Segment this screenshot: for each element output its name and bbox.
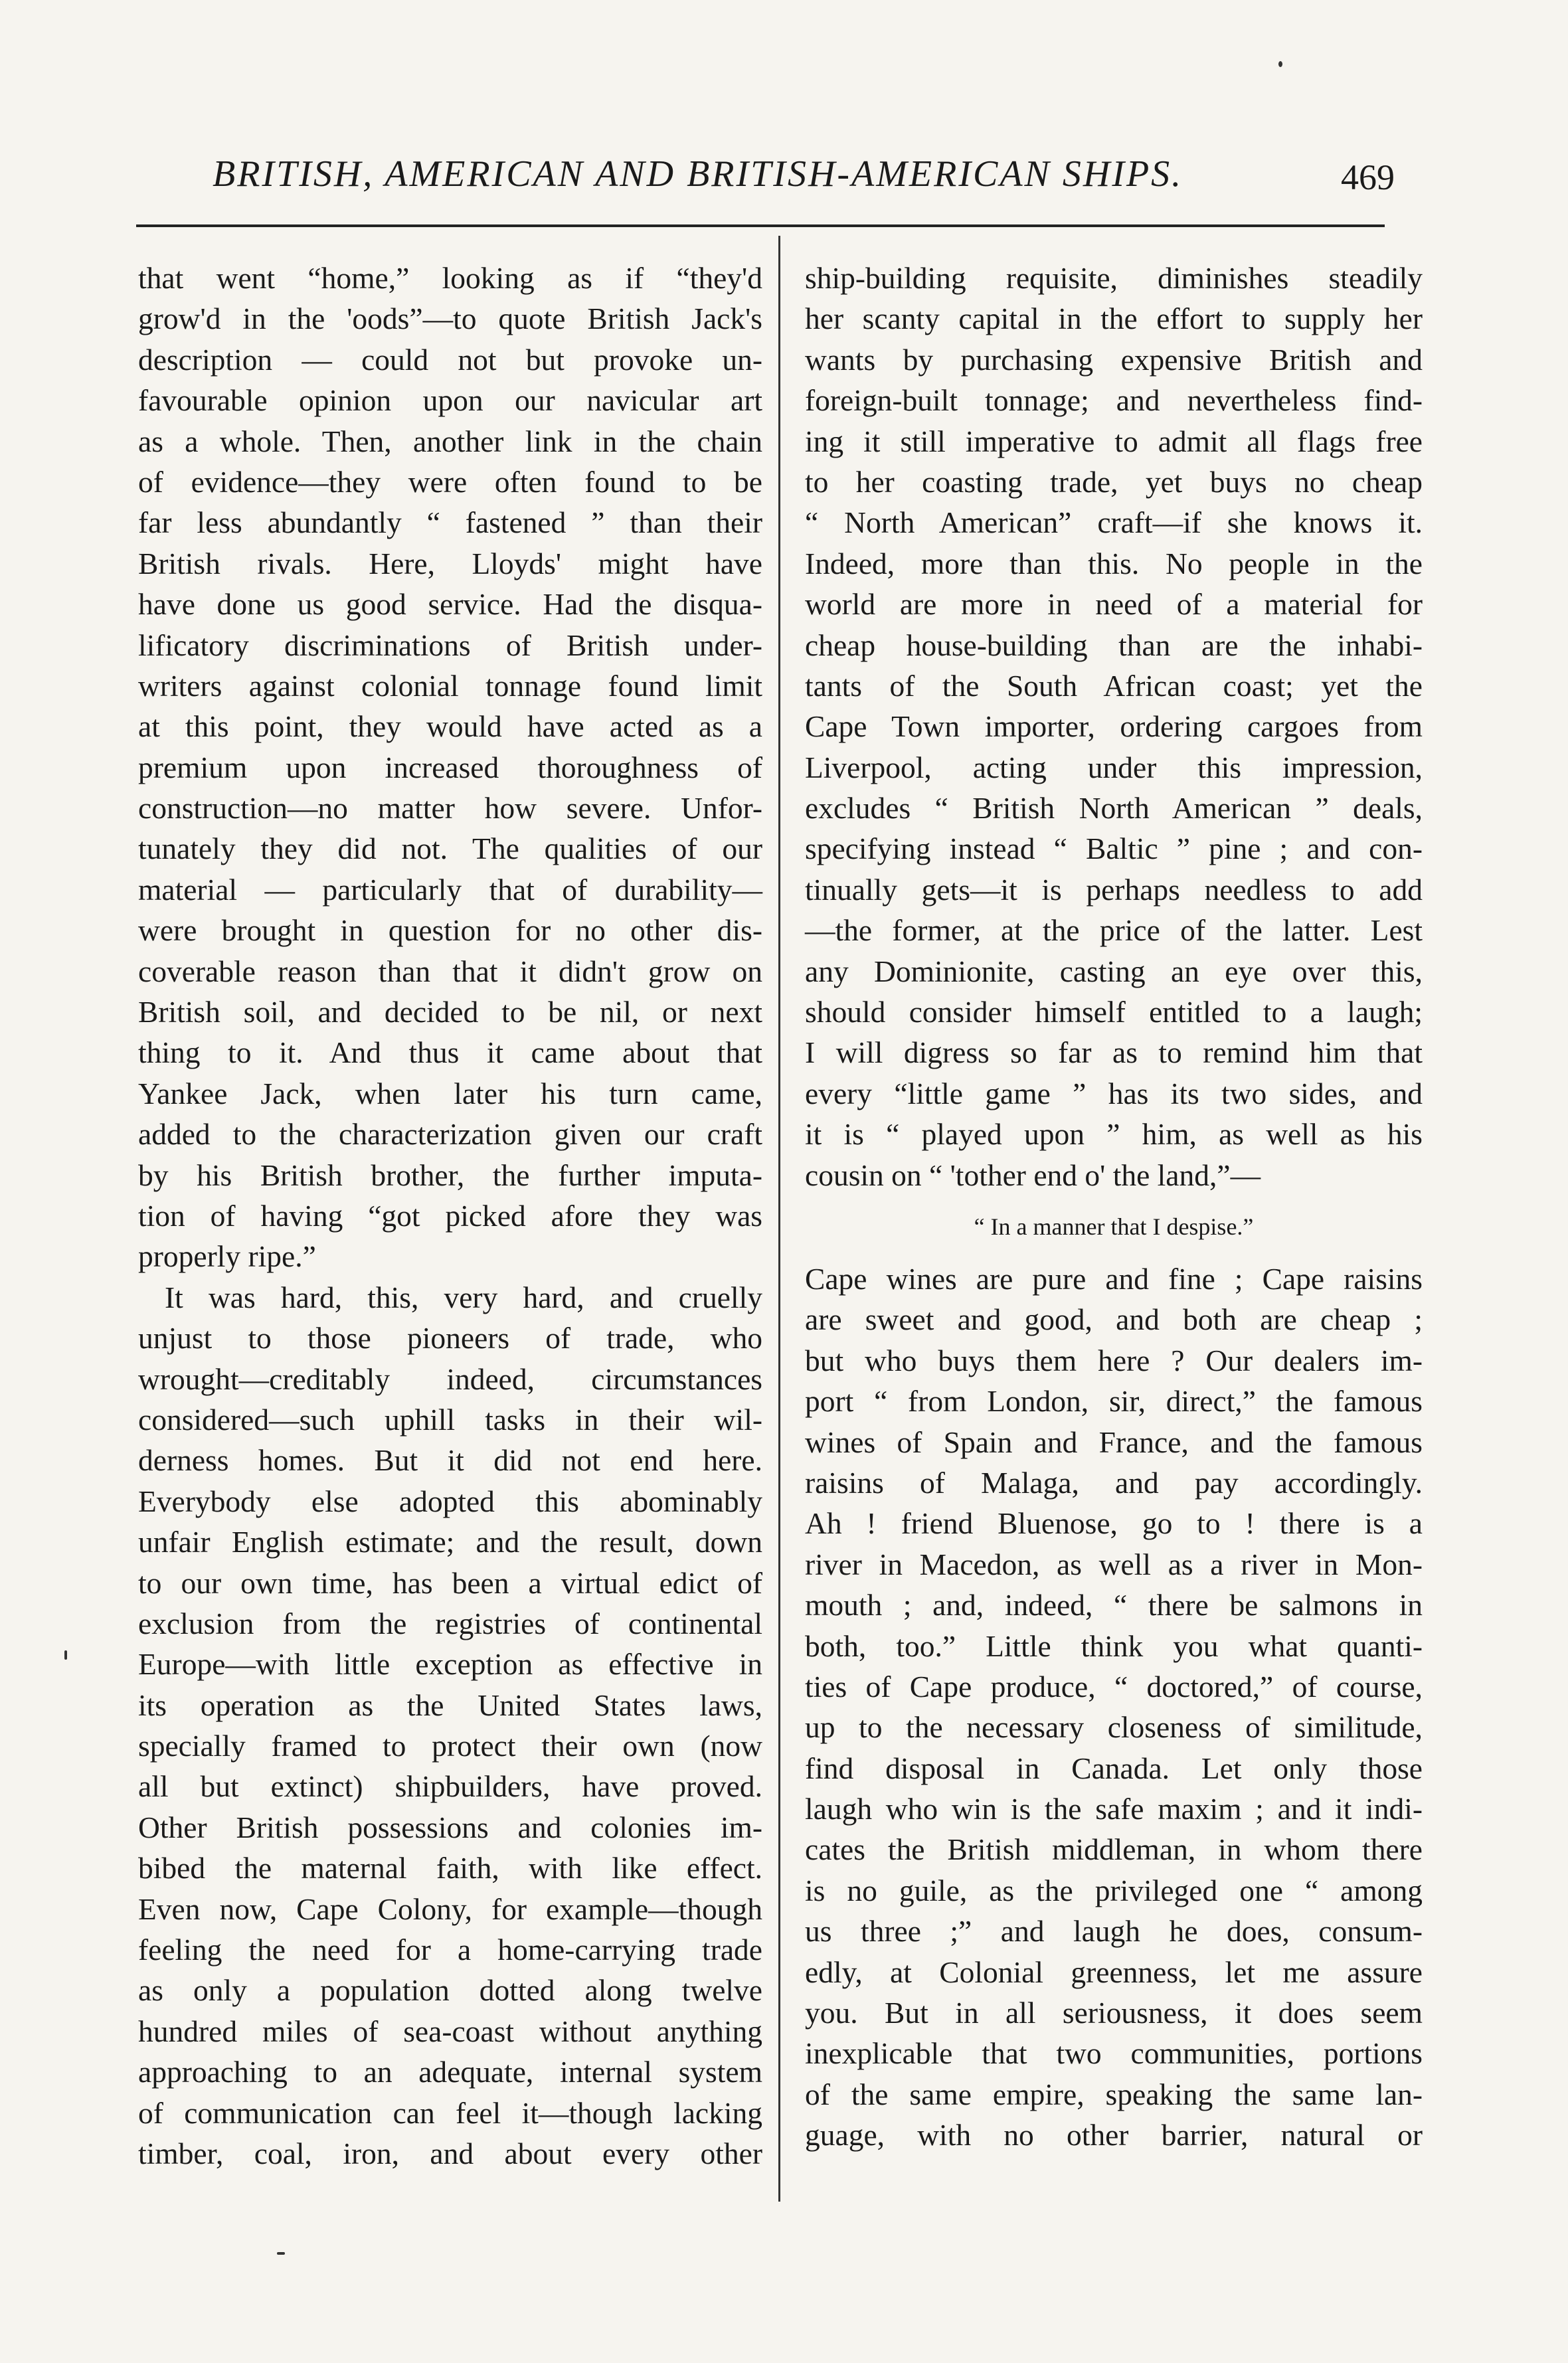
text-line: mouth ; and, indeed, “ there be salmons in [805, 1588, 1423, 1622]
text-line: derness homes. But it did not end here. [138, 1443, 762, 1478]
text-line: lificatory discriminations of British under- [138, 628, 762, 662]
text-line: tunately they did not. The qualities of our [138, 831, 762, 866]
text-line: specially framed to protect their own (now [138, 1729, 762, 1763]
scan-speck [277, 2252, 285, 2255]
text-line: excludes “ British North American ” deals, [805, 791, 1423, 826]
scan-speck [1278, 61, 1282, 67]
text-line: is no guile, as the privileged one “ among [805, 1873, 1423, 1907]
text-line: properly ripe.” [138, 1239, 316, 1274]
text-line: Everybody else adopted this abominably [138, 1484, 762, 1518]
text-line: laugh who win is the safe maxim ; and it indi- [805, 1792, 1423, 1826]
text-line: have done us good service. Had the disqua- [138, 587, 762, 622]
page-number: 469 [1341, 157, 1395, 197]
text-line: raisins of Malaga, and pay accordingly. [805, 1465, 1423, 1500]
text-line: its operation as the United States laws, [138, 1688, 762, 1722]
text-line: it is “ played upon ” him, as well as his [805, 1117, 1423, 1152]
text-line: tion of having “got picked afore they was [138, 1198, 762, 1233]
text-line: hundred miles of sea-coast without anything [138, 2014, 762, 2048]
text-line: “ North American” craft—if she knows it. [805, 505, 1423, 540]
text-line: but who buys them here ? Our dealers im- [805, 1343, 1423, 1377]
text-line: wants by purchasing expensive British and [805, 342, 1423, 377]
text-line: bibed the maternal faith, with like effect. [138, 1851, 762, 1885]
text-line: coverable reason than that it didn't grow on [138, 954, 762, 988]
text-line: Yankee Jack, when later his turn came, [138, 1076, 762, 1110]
text-line: port “ from London, sir, direct,” the famous [805, 1384, 1423, 1419]
text-line: all but extinct) shipbuilders, have proved. [138, 1769, 762, 1804]
text-line: —the former, at the price of the latter. Lest [805, 913, 1423, 948]
text-line: far less abundantly “ fastened ” than their [138, 505, 762, 540]
running-header [213, 145, 1395, 211]
running-title: BRITISH, AMERICAN AND BRITISH-AMERICAN SHIPS. [213, 153, 1183, 195]
text-line: British rivals. Here, Lloyds' might have [138, 546, 762, 580]
header-rule [136, 224, 1385, 227]
block-quote: “ In a manner that I despise.” [974, 1213, 1254, 1240]
text-line: ing it still imperative to admit all flags free [805, 424, 1423, 458]
text-line: Even now, Cape Colony, for example—though [138, 1891, 762, 1926]
column-divider [778, 236, 780, 2202]
text-line: of the same empire, speaking the same lan- [805, 2077, 1423, 2111]
text-line: cates the British middleman, in whom there [805, 1832, 1423, 1867]
text-line: Cape Town importer, ordering cargoes from [805, 709, 1423, 744]
text-line: I will digress so far as to remind him that [805, 1035, 1423, 1070]
text-line: ties of Cape produce, “ doctored,” of course, [805, 1669, 1423, 1704]
text-line: ship-building requisite, diminishes steadily [805, 261, 1423, 295]
text-line: writers against colonial tonnage found limit [138, 668, 762, 703]
left-column [138, 258, 762, 2174]
text-line: Indeed, more than this. No people in the [805, 546, 1423, 580]
text-line: unfair English estimate; and the result, down [138, 1525, 762, 1559]
text-line: that went “home,” looking as if “they'd [138, 261, 762, 295]
text-line: at this point, they would have acted as a [138, 709, 762, 744]
text-line: material — particularly that of durability— [138, 872, 762, 907]
text-line: as a whole. Then, another link in the chain [138, 424, 762, 458]
text-line: approaching to an adequate, internal system [138, 2055, 762, 2089]
text-line: her scanty capital in the effort to supply her [805, 302, 1423, 336]
text-line: It was hard, this, very hard, and cruelly [165, 1280, 762, 1314]
right-column [805, 258, 1423, 2156]
text-line: timber, coal, iron, and about every other [138, 2136, 762, 2170]
text-line: foreign-built tonnage; and nevertheless find- [805, 383, 1423, 418]
text-line: should consider himself entitled to a laugh; [805, 995, 1423, 1029]
text-line: wines of Spain and France, and the famous [805, 1425, 1423, 1459]
text-line: tants of the South African coast; yet the [805, 668, 1423, 703]
text-line: Other British possessions and colonies im- [138, 1810, 762, 1844]
text-line: you. But in all seriousness, it does seem [805, 1996, 1423, 2030]
text-line: up to the necessary closeness of similitude, [805, 1710, 1423, 1745]
text-line: thing to it. And thus it came about that [138, 1035, 762, 1070]
text-line: Ah ! friend Bluenose, go to ! there is a [805, 1506, 1423, 1541]
text-line: are sweet and good, and both are cheap ; [805, 1302, 1423, 1337]
text-line: of communication can feel it—though lacking [138, 2095, 762, 2130]
text-line: river in Macedon, as well as a river in Mon- [805, 1547, 1423, 1581]
text-line: guage, with no other barrier, natural or [805, 2118, 1423, 2152]
text-line: exclusion from the registries of continental [138, 1606, 762, 1640]
text-line: edly, at Colonial greenness, let me assure [805, 1955, 1423, 1989]
text-line: to her coasting trade, yet buys no cheap [805, 464, 1423, 499]
text-line: by his British brother, the further imputa- [138, 1158, 762, 1192]
text-line: every “little game ” has its two sides, and [805, 1076, 1423, 1110]
text-line: cousin on “ 'tother end o' the land,”— [805, 1158, 1261, 1192]
text-line: to our own time, has been a virtual edict of [138, 1565, 762, 1600]
text-line: both, too.” Little think you what quanti- [805, 1628, 1423, 1663]
text-line: unjust to those pioneers of trade, who [138, 1321, 762, 1356]
text-line: grow'd in the 'oods”—to quote British Jack's [138, 302, 762, 336]
text-line: Cape wines are pure and fine ; Cape raisins [805, 1261, 1423, 1296]
text-line: world are more in need of a material for [805, 587, 1423, 622]
text-line: of evidence—they were often found to be [138, 464, 762, 499]
text-line: premium upon increased thoroughness of [138, 750, 762, 784]
scan-speck [64, 1650, 67, 1660]
text-line: wrought—creditably indeed, circumstances [138, 1361, 762, 1396]
text-line: tinually gets—it is perhaps needless to add [805, 872, 1423, 907]
text-line: us three ;” and laugh he does, consum- [805, 1914, 1423, 1949]
text-line: description — could not but provoke un- [138, 342, 762, 377]
text-line: cheap house-building than are the inhabi- [805, 628, 1423, 662]
text-line: added to the characterization given our craft [138, 1117, 762, 1152]
text-line: find disposal in Canada. Let only those [805, 1751, 1423, 1785]
text-line: as only a population dotted along twelve [138, 1973, 762, 2008]
text-line: inexplicable that two communities, portions [805, 2036, 1423, 2071]
text-line: Europe—with little exception as effective in [138, 1647, 762, 1682]
text-line: specifying instead “ Baltic ” pine ; and con- [805, 831, 1423, 866]
text-line: favourable opinion upon our navicular art [138, 383, 762, 418]
text-line: British soil, and decided to be nil, or next [138, 995, 762, 1029]
text-line: feeling the need for a home-carrying trade [138, 1933, 762, 1967]
text-line: Liverpool, acting under this impression, [805, 750, 1423, 784]
text-line: construction—no matter how severe. Unfor- [138, 791, 762, 826]
text-line: any Dominionite, casting an eye over this, [805, 954, 1423, 988]
text-line: were brought in question for no other dis- [138, 913, 762, 948]
text-line: considered—such uphill tasks in their wil- [138, 1402, 762, 1437]
